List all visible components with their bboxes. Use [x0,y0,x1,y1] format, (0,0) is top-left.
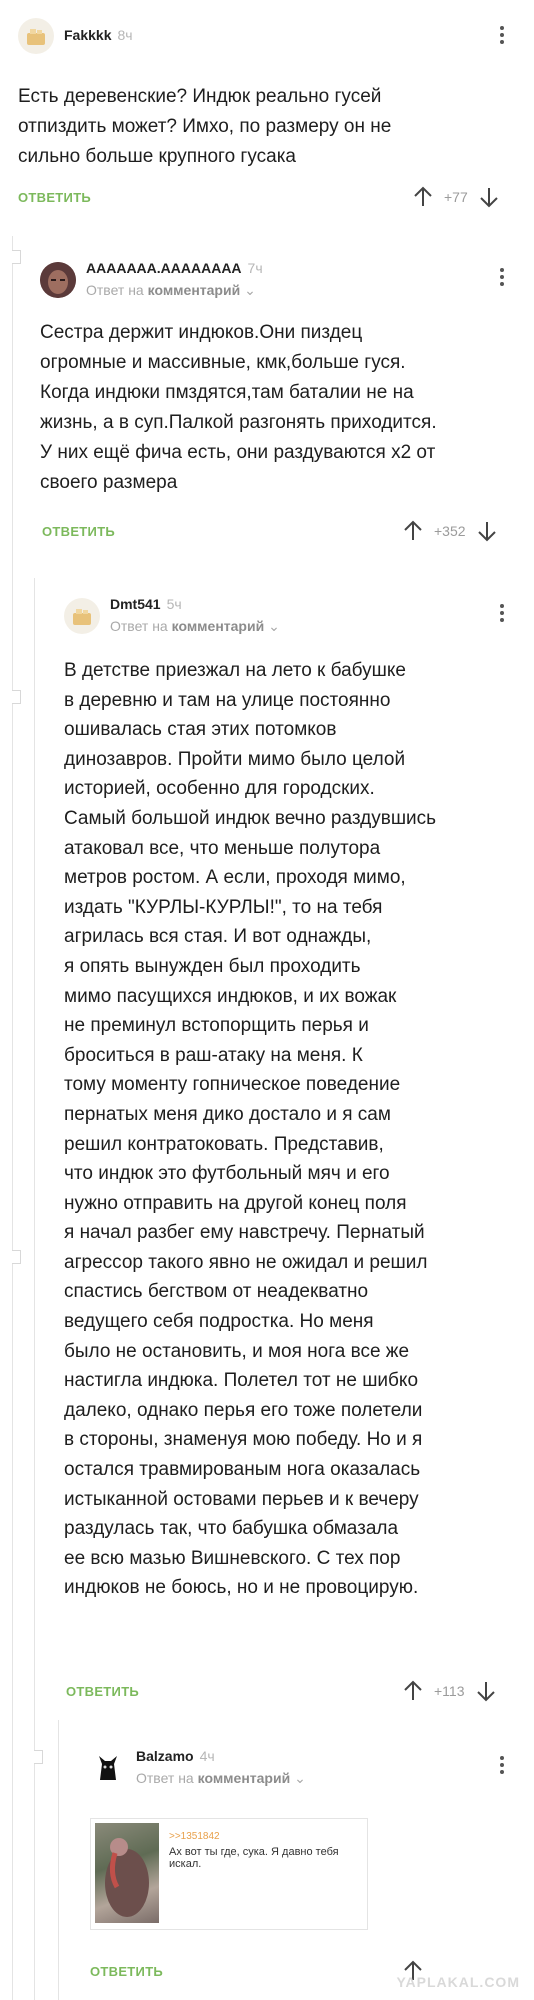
upvote-arrow-icon[interactable] [402,520,424,542]
collapse-thread-toggle[interactable] [12,250,21,264]
more-options-icon[interactable] [499,26,505,47]
collapse-thread-toggle[interactable] [12,1250,21,1264]
comment-time: 8ч [117,27,133,43]
comment-text: В детстве приезжал на лето к бабушке в деревню и там на улице постоянно ошивалась стая этих потомков динозавров. Пройти мимо было целой историей, особенно для городских. Самый большой индюк вечно раздувшись атаковал все, что меньше полутора метров ростом. А если, проходя мимо, издать "КУРЛЫ-КУРЛЫ!", то на тебя агрилась вся стая. И вот однажды, я опять вынужден был проходить мимо пасущихся индюков, и их вожак не преминул встопорщить перья и броситься в раш-атаку на меня. К тому моменту гопническое поведение пернатых меня дико достало и я сам решил контратоковать. Представив, что индюк это футбольный мяч и его нужно отправить на другой конец поля я начал разбег ему навстречу. Пернатый агрессор такого явно не ожидал и решил спастись бегством от неадекватно ведущего себя подростка. Но меня было не остановить, и моя нога все же настигла индюка. Полетел тот не шибко далеко, однако перья его тоже полетели в стороны, знаменуя мою победу. Но и я остался травмированым нога оказалась истыканной остовами перьев и к вечеру раздулась так, что бабушка обмазала ее всю мазью Вишневского. С тех пор индюков не боюсь, но и не провоцирую. [64,660,437,1599]
reply-button[interactable]: ОТВЕТИТЬ [66,1684,140,1699]
more-options-icon[interactable] [499,268,505,289]
comment-text: Сестра держит индюков.Они пиздец огромные и массивные, кмк,больше гуся. Когда индюки пмздятся,там баталии не на жизнь, а в суп.Палкой разгонять приходится. У них ещё фича есть, они раздуваются х2 от своего размера [40,322,437,493]
turkey-photo-icon [95,1823,159,1923]
avatar[interactable] [90,1750,126,1786]
cat-avatar-icon [90,1750,126,1786]
avatar[interactable] [40,262,76,298]
comment-author[interactable]: Balzamo [136,1748,194,1764]
thread-line-level-2 [34,578,35,2000]
comment-time: 4ч [199,1748,215,1764]
comment-text: Есть деревенские? Индюк реально гусей отпиздить может? Имхо, по размеру он не сильно больше крупного гусака [18,86,392,167]
reply-button[interactable]: ОТВЕТИТЬ [18,190,92,205]
embedded-image-post[interactable] [90,1818,368,1930]
upvote-arrow-icon[interactable] [402,1680,424,1702]
more-options-icon[interactable] [499,604,505,625]
comment-time: 7ч [247,260,263,276]
thread-line-level-3 [58,1720,59,2000]
chevron-down-icon[interactable]: ⌄ [294,1770,306,1786]
collapse-thread-toggle[interactable] [12,690,21,704]
default-avatar-icon [21,21,51,51]
reply-button[interactable]: ОТВЕТИТЬ [42,524,116,539]
comment-author[interactable]: Dmt541 [110,596,161,612]
reply-to-prefix: Ответ на [136,1770,194,1786]
upvote-arrow-icon[interactable] [412,186,434,208]
user-photo-avatar-icon [40,262,76,298]
default-avatar-icon [67,601,97,631]
comment-author[interactable]: AAAAAAA.AAAAAAAA [86,260,242,276]
chevron-down-icon[interactable]: ⌄ [268,618,280,634]
reply-to-link[interactable]: комментарий [197,1770,291,1786]
comment-score: +77 [444,189,468,205]
reply-to-prefix: Ответ на [86,282,144,298]
post-reference-link[interactable]: >>1351842 [169,1831,220,1842]
comment-score: +352 [434,523,466,539]
embedded-post-text: Ах вот ты где, сука. Я давно тебя искал. [169,1846,339,1870]
chevron-down-icon[interactable]: ⌄ [244,282,256,298]
reply-button[interactable]: ОТВЕТИТЬ [90,1964,164,1979]
comment-author[interactable]: Fakkkk [64,27,112,43]
collapse-thread-toggle[interactable] [34,1750,43,1764]
downvote-arrow-icon[interactable] [478,186,500,208]
avatar[interactable] [64,598,100,634]
comment-time: 5ч [166,596,182,612]
more-options-icon[interactable] [499,1756,505,1777]
turkey-image[interactable] [95,1823,159,1923]
downvote-arrow-icon[interactable] [475,1680,497,1702]
reply-to-prefix: Ответ на [110,618,168,634]
site-watermark: YAPLAKAL.COM [396,1974,520,1990]
reply-to-link[interactable]: комментарий [147,282,241,298]
reply-to-link[interactable]: комментарий [171,618,265,634]
downvote-arrow-icon[interactable] [476,520,498,542]
comment-score: +113 [434,1683,465,1699]
thread-line-level-1 [12,236,13,2000]
avatar[interactable] [18,18,54,54]
